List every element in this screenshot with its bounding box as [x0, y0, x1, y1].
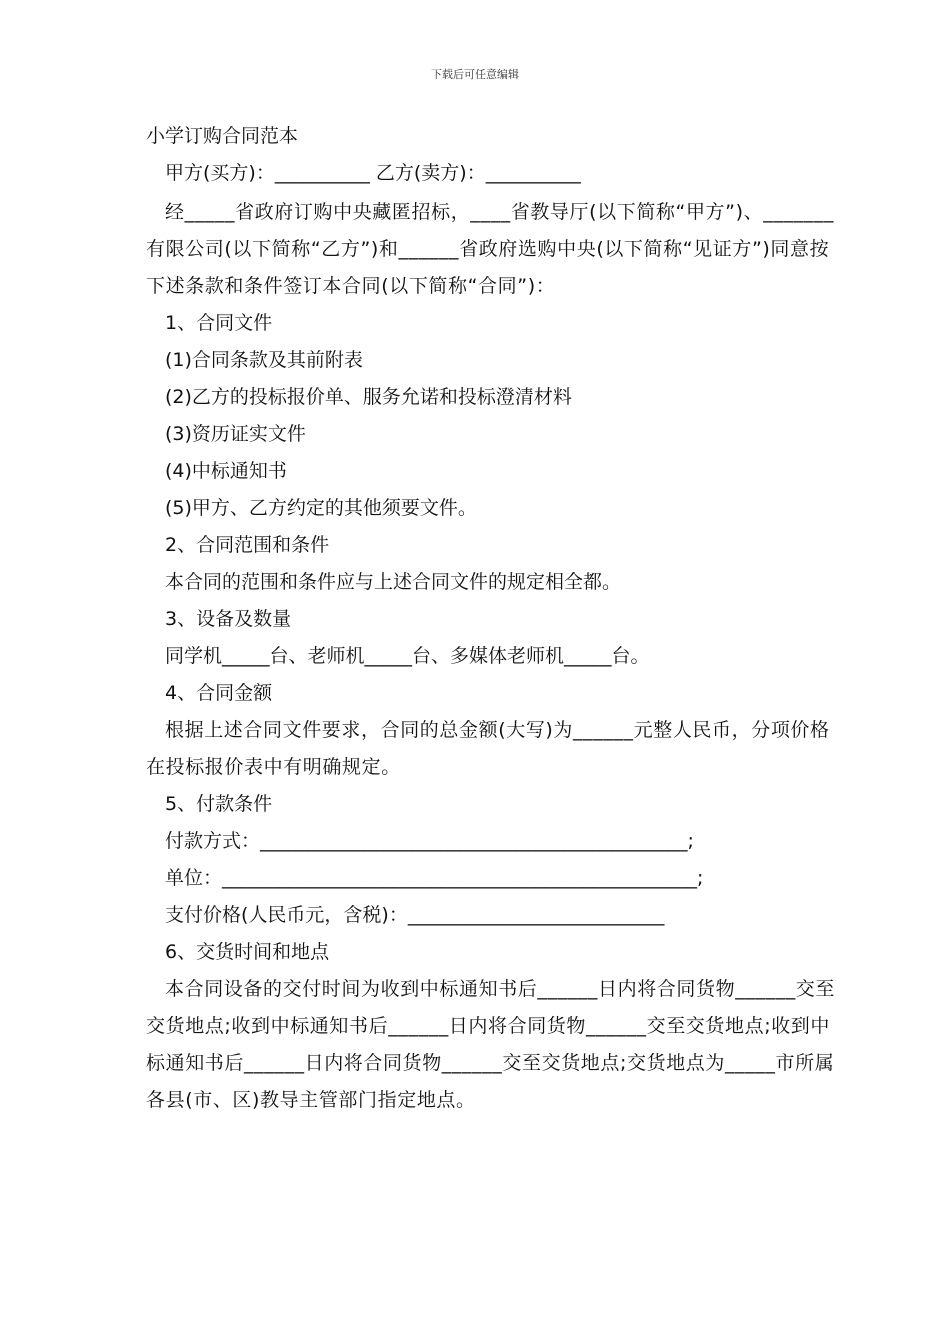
list-item: (2)乙方的投标报价单、服务允诺和投标澄清材料: [165, 386, 572, 408]
section-6-heading: 6、交货时间和地点: [165, 941, 330, 963]
document-title: 小学订购合同范本: [146, 125, 299, 147]
section-3-text: 同学机_____台、老师机_____台、多媒体老师机_____台。: [165, 645, 650, 667]
section-2-heading: 2、合同范围和条件: [165, 534, 330, 556]
list-item: (3)资历证实文件: [165, 423, 306, 445]
page-header: 下载后可任意编辑: [431, 68, 519, 81]
parties-line: 甲方(买方)：__________ 乙方(卖方)：__________: [165, 162, 581, 184]
intro-paragraph: 经_____省政府订购中央藏匿招标，____省教导厅(以下简称“甲方”)、_______有限公司(以下简称“乙方”)和______省政府选购中央(以下简称“见证方”)同意按下述条款和条件签订本合同(以下简称“合同”)：: [146, 201, 834, 297]
section-4-text: 根据上述合同文件要求，合同的总金额(大写)为______元整人民币，分项价格在投标报价表中有明确规定。: [146, 719, 830, 778]
section-1-heading: 1、合同文件: [165, 312, 273, 334]
payment-unit-line: 单位：__________________________________________________;: [165, 867, 704, 889]
section-2-text: 本合同的范围和条件应与上述合同文件的规定相全都。: [165, 571, 622, 593]
document-body: [146, 118, 836, 1119]
list-item: (1)合同条款及其前附表: [165, 349, 363, 371]
payment-price-line: 支付价格(人民币元，含税)：___________________________: [165, 904, 665, 926]
section-4-heading: 4、合同金额: [165, 682, 273, 704]
section-5-heading: 5、付款条件: [165, 793, 273, 815]
list-item: (4)中标通知书: [165, 460, 287, 482]
section-6-text: 本合同设备的交付时间为收到中标通知书后______日内将合同货物______交至交货地点;收到中标通知书后______日内将合同货物______交至交货地点;收到中标通知书后______日内将合同货物______交至交货地点;交货地点为_____市所属各县(市、区)教导主管部门指定地点。: [146, 978, 836, 1111]
list-item: (5)甲方、乙方约定的其他须要文件。: [165, 497, 477, 519]
payment-method-line: 付款方式：_____________________________________________;: [165, 830, 694, 852]
section-3-heading: 3、设备及数量: [165, 608, 292, 630]
